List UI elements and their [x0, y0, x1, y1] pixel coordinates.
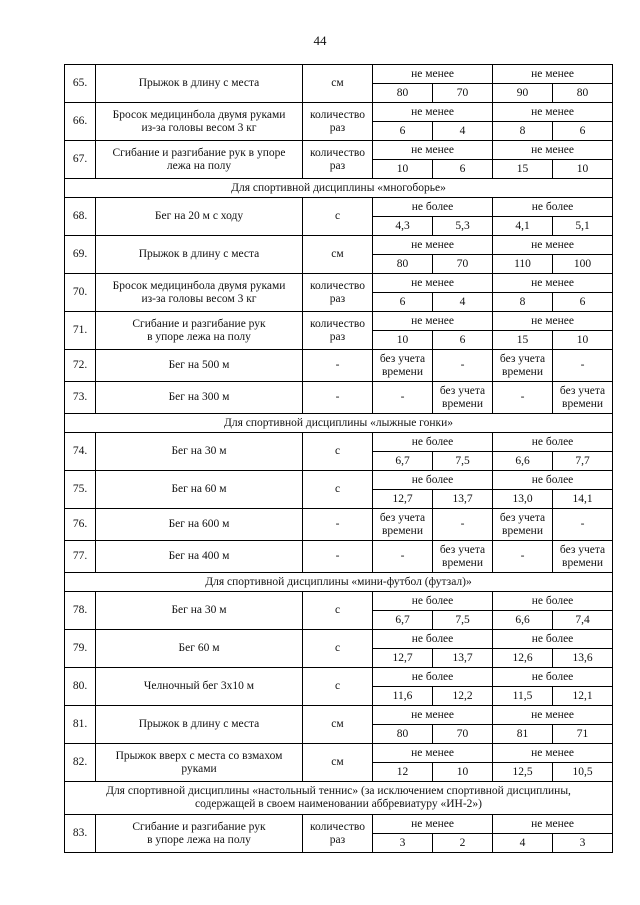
boys-norm-header: не менее — [373, 141, 493, 160]
norm-value — [433, 350, 493, 382]
norm-value: 12,5 — [493, 763, 553, 782]
test-name — [96, 274, 303, 312]
unit-line: с — [334, 483, 341, 495]
test-name — [96, 433, 303, 471]
section-title-line: Для спортивной дисциплины «лыжные гонки» — [224, 416, 453, 429]
test-name — [96, 815, 303, 853]
row-number: 83. — [65, 815, 96, 853]
norm-value: 70 — [433, 84, 493, 103]
norm-value: 80 — [373, 84, 433, 103]
unit — [303, 706, 373, 744]
unit — [303, 668, 373, 706]
norm-value: 3 — [553, 834, 613, 853]
unit — [303, 433, 373, 471]
test-name — [96, 65, 303, 103]
norm-value — [553, 350, 613, 382]
table-row — [65, 815, 613, 834]
test-name-line: Бег на 400 м — [168, 550, 230, 562]
norm-value: 4 — [493, 834, 553, 853]
test-name-line: Бег на 30 м — [171, 445, 227, 457]
test-name-line: лежа на полу — [166, 159, 232, 172]
norm-value: 7,5 — [433, 452, 493, 471]
row-number: 75. — [65, 471, 96, 509]
norm-value: 14,1 — [553, 490, 613, 509]
boys-norm-header: не менее — [373, 65, 493, 84]
unit-line: количество — [310, 317, 365, 330]
norm-value-line: времени — [442, 556, 483, 569]
norm-value: 10 — [433, 763, 493, 782]
norm-value-line: - — [520, 550, 525, 562]
unit — [303, 471, 373, 509]
boys-norm-header: не более — [373, 198, 493, 217]
boys-norm-header: не более — [373, 668, 493, 687]
norm-value: 81 — [493, 725, 553, 744]
unit-line: количество — [310, 146, 365, 159]
unit-line: раз — [329, 330, 346, 343]
row-number: 67. — [65, 141, 96, 179]
unit-line: см — [331, 77, 344, 89]
section-row — [65, 179, 613, 198]
row-number: 76. — [65, 509, 96, 541]
norm-value-line: без учета — [559, 384, 606, 397]
norm-value: 11,5 — [493, 687, 553, 706]
girls-norm-header: не более — [493, 630, 613, 649]
unit-line: см — [331, 248, 344, 260]
table-row — [65, 141, 613, 160]
unit-line: с — [334, 680, 341, 692]
girls-norm-header: не более — [493, 471, 613, 490]
row-number: 66. — [65, 103, 96, 141]
section-title-line: Для спортивной дисциплины «настольный теннис» (за исключением спортивной дисциплины, — [106, 785, 571, 797]
norm-value: 10,5 — [553, 763, 613, 782]
norm-value: 6 — [553, 293, 613, 312]
norm-value: 6,7 — [373, 452, 433, 471]
table-row — [65, 471, 613, 490]
test-name — [96, 706, 303, 744]
norm-value: 10 — [373, 331, 433, 350]
unit-line: - — [335, 550, 340, 562]
row-number: 78. — [65, 592, 96, 630]
test-name — [96, 141, 303, 179]
standards-table — [64, 64, 613, 853]
norm-value: 80 — [373, 725, 433, 744]
norm-value: 110 — [493, 255, 553, 274]
norm-value: 3 — [373, 834, 433, 853]
norm-value-line: времени — [502, 524, 543, 537]
girls-norm-header: не более — [493, 198, 613, 217]
test-name-line: из-за головы весом 3 кг — [141, 292, 257, 305]
norm-value-line: без учета — [379, 352, 426, 365]
boys-norm-header: не более — [373, 592, 493, 611]
norm-value: 6,6 — [493, 452, 553, 471]
unit — [303, 141, 373, 179]
row-number: 72. — [65, 350, 96, 382]
unit-line: - — [335, 518, 340, 530]
unit — [303, 815, 373, 853]
table-row — [65, 744, 613, 763]
norm-value: 12 — [373, 763, 433, 782]
norm-value — [553, 541, 613, 573]
girls-norm-header: не менее — [493, 274, 613, 293]
norm-value: 6 — [373, 293, 433, 312]
unit — [303, 312, 373, 350]
table-row — [65, 382, 613, 414]
unit — [303, 274, 373, 312]
norm-value: 6,7 — [373, 611, 433, 630]
unit-line: раз — [329, 833, 346, 846]
table-row — [65, 274, 613, 293]
table-row — [65, 350, 613, 382]
test-name-line: Прыжок вверх с места со взмахом — [115, 749, 283, 762]
norm-value — [433, 509, 493, 541]
girls-norm-header: не более — [493, 592, 613, 611]
norm-value: 4,3 — [373, 217, 433, 236]
test-name — [96, 668, 303, 706]
norm-value-line: времени — [382, 365, 423, 378]
test-name-line: Сгибание и разгибание рук — [132, 317, 266, 330]
norm-value-line: без учета — [559, 543, 606, 556]
boys-norm-header: не более — [373, 630, 493, 649]
unit — [303, 382, 373, 414]
section-title — [65, 179, 613, 198]
table-row — [65, 198, 613, 217]
unit-line: с — [334, 445, 341, 457]
boys-norm-header: не более — [373, 433, 493, 452]
section-row — [65, 782, 613, 815]
norm-value-line: без учета — [379, 511, 426, 524]
norm-value-line: без учета — [439, 384, 486, 397]
girls-norm-header: не менее — [493, 744, 613, 763]
unit — [303, 65, 373, 103]
norm-value — [493, 509, 553, 541]
unit-line: раз — [329, 159, 346, 172]
norm-value: 6 — [553, 122, 613, 141]
test-name-line: Прыжок в длину с места — [138, 77, 260, 89]
norm-value: 7,7 — [553, 452, 613, 471]
girls-norm-header: не менее — [493, 312, 613, 331]
table-row — [65, 509, 613, 541]
girls-norm-header: не менее — [493, 141, 613, 160]
test-name-line: Бег на 600 м — [168, 518, 230, 530]
norm-value — [553, 382, 613, 414]
norm-value: 6 — [373, 122, 433, 141]
norm-value-line: без учета — [499, 352, 546, 365]
test-name-line: Бег на 60 м — [171, 483, 227, 495]
unit-line: количество — [310, 820, 365, 833]
test-name-line: руками — [181, 762, 217, 775]
norm-value: 4,1 — [493, 217, 553, 236]
norm-value-line: - — [580, 359, 585, 371]
test-name-line: Сгибание и разгибание рук — [132, 820, 266, 833]
norm-value: 12,1 — [553, 687, 613, 706]
norm-value: 80 — [553, 84, 613, 103]
norm-value — [373, 509, 433, 541]
norm-value-line: времени — [382, 524, 423, 537]
unit-line: раз — [329, 292, 346, 305]
test-name-line: Челночный бег 3х10 м — [143, 680, 255, 692]
unit — [303, 350, 373, 382]
test-name — [96, 350, 303, 382]
test-name — [96, 471, 303, 509]
norm-value — [433, 382, 493, 414]
girls-norm-header: не менее — [493, 236, 613, 255]
boys-norm-header: не менее — [373, 815, 493, 834]
test-name-line: Бег на 500 м — [168, 359, 230, 371]
test-name — [96, 312, 303, 350]
unit-line: количество — [310, 108, 365, 121]
test-name-line: Прыжок в длину с места — [138, 248, 260, 260]
unit — [303, 744, 373, 782]
unit-line: см — [331, 718, 344, 730]
table-row — [65, 592, 613, 611]
test-name — [96, 630, 303, 668]
unit — [303, 509, 373, 541]
norm-value — [553, 509, 613, 541]
boys-norm-header: не менее — [373, 274, 493, 293]
norm-value: 4 — [433, 293, 493, 312]
boys-norm-header: не менее — [373, 103, 493, 122]
norm-value-line: времени — [442, 397, 483, 410]
norm-value: 10 — [373, 160, 433, 179]
boys-norm-header: не более — [373, 471, 493, 490]
norm-value-line: - — [400, 550, 405, 562]
norm-value: 6 — [433, 331, 493, 350]
norm-value: 12,6 — [493, 649, 553, 668]
section-title-line: Для спортивной дисциплины «многоборье» — [231, 181, 446, 194]
norm-value-line: без учета — [499, 511, 546, 524]
row-number: 68. — [65, 198, 96, 236]
norm-value: 11,6 — [373, 687, 433, 706]
section-title-line: Для спортивной дисциплины «мини-футбол (футзал)» — [205, 575, 472, 588]
table-row — [65, 103, 613, 122]
test-name — [96, 382, 303, 414]
norm-value: 10 — [553, 331, 613, 350]
unit-line: см — [331, 756, 344, 768]
unit — [303, 630, 373, 668]
table-row — [65, 706, 613, 725]
norm-value: 12,2 — [433, 687, 493, 706]
test-name-line: Бег 60 м — [178, 642, 220, 654]
norm-value — [493, 541, 553, 573]
norm-value-line: времени — [562, 556, 604, 569]
norm-value: 5,1 — [553, 217, 613, 236]
norm-value — [493, 350, 553, 382]
norm-value: 8 — [493, 122, 553, 141]
norm-value: 13,6 — [553, 649, 613, 668]
norm-value — [373, 541, 433, 573]
norm-value: 80 — [373, 255, 433, 274]
norm-value-line: - — [580, 518, 585, 530]
norm-value: 7,5 — [433, 611, 493, 630]
unit-line: количество — [310, 279, 365, 292]
test-name — [96, 103, 303, 141]
norm-value: 90 — [493, 84, 553, 103]
page-number: 44 — [313, 33, 327, 48]
unit-line: - — [335, 359, 340, 371]
norm-value: 2 — [433, 834, 493, 853]
norm-value: 12,7 — [373, 649, 433, 668]
row-number: 73. — [65, 382, 96, 414]
norm-value — [433, 541, 493, 573]
norm-value: 15 — [493, 331, 553, 350]
test-name-line: в упоре лежа на полу — [147, 330, 251, 343]
norm-value-line: времени — [562, 397, 604, 410]
norm-value: 5,3 — [433, 217, 493, 236]
test-name-line: Прыжок в длину с места — [138, 718, 260, 730]
table-row — [65, 65, 613, 84]
row-number: 74. — [65, 433, 96, 471]
row-number: 81. — [65, 706, 96, 744]
norm-value: 7,4 — [553, 611, 613, 630]
norm-value-line: - — [400, 391, 405, 403]
norm-value: 12,7 — [373, 490, 433, 509]
test-name-line: Сгибание и разгибание рук в упоре — [112, 146, 286, 159]
norm-value: 13,0 — [493, 490, 553, 509]
unit-line: с — [334, 210, 341, 222]
section-row — [65, 414, 613, 433]
norm-value-line: времени — [502, 365, 543, 378]
test-name — [96, 236, 303, 274]
norm-value: 8 — [493, 293, 553, 312]
test-name-line: Бросок медицинбола двумя руками — [112, 279, 286, 292]
unit-line: с — [334, 604, 341, 616]
girls-norm-header: не более — [493, 433, 613, 452]
boys-norm-header: не менее — [373, 236, 493, 255]
norm-value — [493, 382, 553, 414]
norm-value: 70 — [433, 725, 493, 744]
girls-norm-header: не менее — [493, 103, 613, 122]
section-row — [65, 573, 613, 592]
row-number: 65. — [65, 65, 96, 103]
row-number: 69. — [65, 236, 96, 274]
norm-value-line: - — [520, 391, 525, 403]
unit-line: раз — [329, 121, 346, 134]
test-name-line: Бег на 300 м — [168, 391, 230, 403]
norm-value: 70 — [433, 255, 493, 274]
boys-norm-header: не менее — [373, 312, 493, 331]
unit — [303, 103, 373, 141]
norm-value — [373, 382, 433, 414]
test-name — [96, 198, 303, 236]
test-name — [96, 509, 303, 541]
girls-norm-header: не менее — [493, 65, 613, 84]
test-name-line: Бег на 30 м — [171, 604, 227, 616]
section-title — [65, 573, 613, 592]
table-row — [65, 433, 613, 452]
table-row — [65, 630, 613, 649]
test-name-line: Бросок медицинбола двумя руками — [112, 108, 286, 121]
norm-value: 6,6 — [493, 611, 553, 630]
norm-value: 71 — [553, 725, 613, 744]
row-number: 70. — [65, 274, 96, 312]
test-name-line: Бег на 20 м с ходу — [154, 210, 244, 222]
norm-value: 10 — [553, 160, 613, 179]
girls-norm-header: не менее — [493, 706, 613, 725]
norm-value: 6 — [433, 160, 493, 179]
norm-value-line: - — [460, 359, 465, 371]
norm-value-line: без учета — [439, 543, 486, 556]
row-number: 71. — [65, 312, 96, 350]
row-number: 79. — [65, 630, 96, 668]
row-number: 80. — [65, 668, 96, 706]
test-name — [96, 541, 303, 573]
norm-value: 4 — [433, 122, 493, 141]
norm-value: 15 — [493, 160, 553, 179]
girls-norm-header: не менее — [493, 815, 613, 834]
unit — [303, 541, 373, 573]
table-row — [65, 541, 613, 573]
section-title-line: содержащей в своем наименовании аббревиатуру «ИН-2») — [195, 798, 483, 810]
norm-value: 13,7 — [433, 490, 493, 509]
norm-value-line: - — [460, 518, 465, 530]
unit — [303, 236, 373, 274]
girls-norm-header: не более — [493, 668, 613, 687]
table-row — [65, 668, 613, 687]
section-title — [65, 782, 613, 815]
unit-line: - — [335, 391, 340, 403]
test-name-line: из-за головы весом 3 кг — [141, 121, 257, 134]
boys-norm-header: не менее — [373, 744, 493, 763]
norm-value — [373, 350, 433, 382]
unit-line: с — [334, 642, 341, 654]
unit — [303, 198, 373, 236]
table-row — [65, 236, 613, 255]
norm-value: 13,7 — [433, 649, 493, 668]
row-number: 77. — [65, 541, 96, 573]
table-row — [65, 312, 613, 331]
unit — [303, 592, 373, 630]
test-name-line: в упоре лежа на полу — [147, 833, 251, 846]
row-number: 82. — [65, 744, 96, 782]
test-name — [96, 744, 303, 782]
section-title — [65, 414, 613, 433]
boys-norm-header: не менее — [373, 706, 493, 725]
norm-value: 100 — [553, 255, 613, 274]
test-name — [96, 592, 303, 630]
